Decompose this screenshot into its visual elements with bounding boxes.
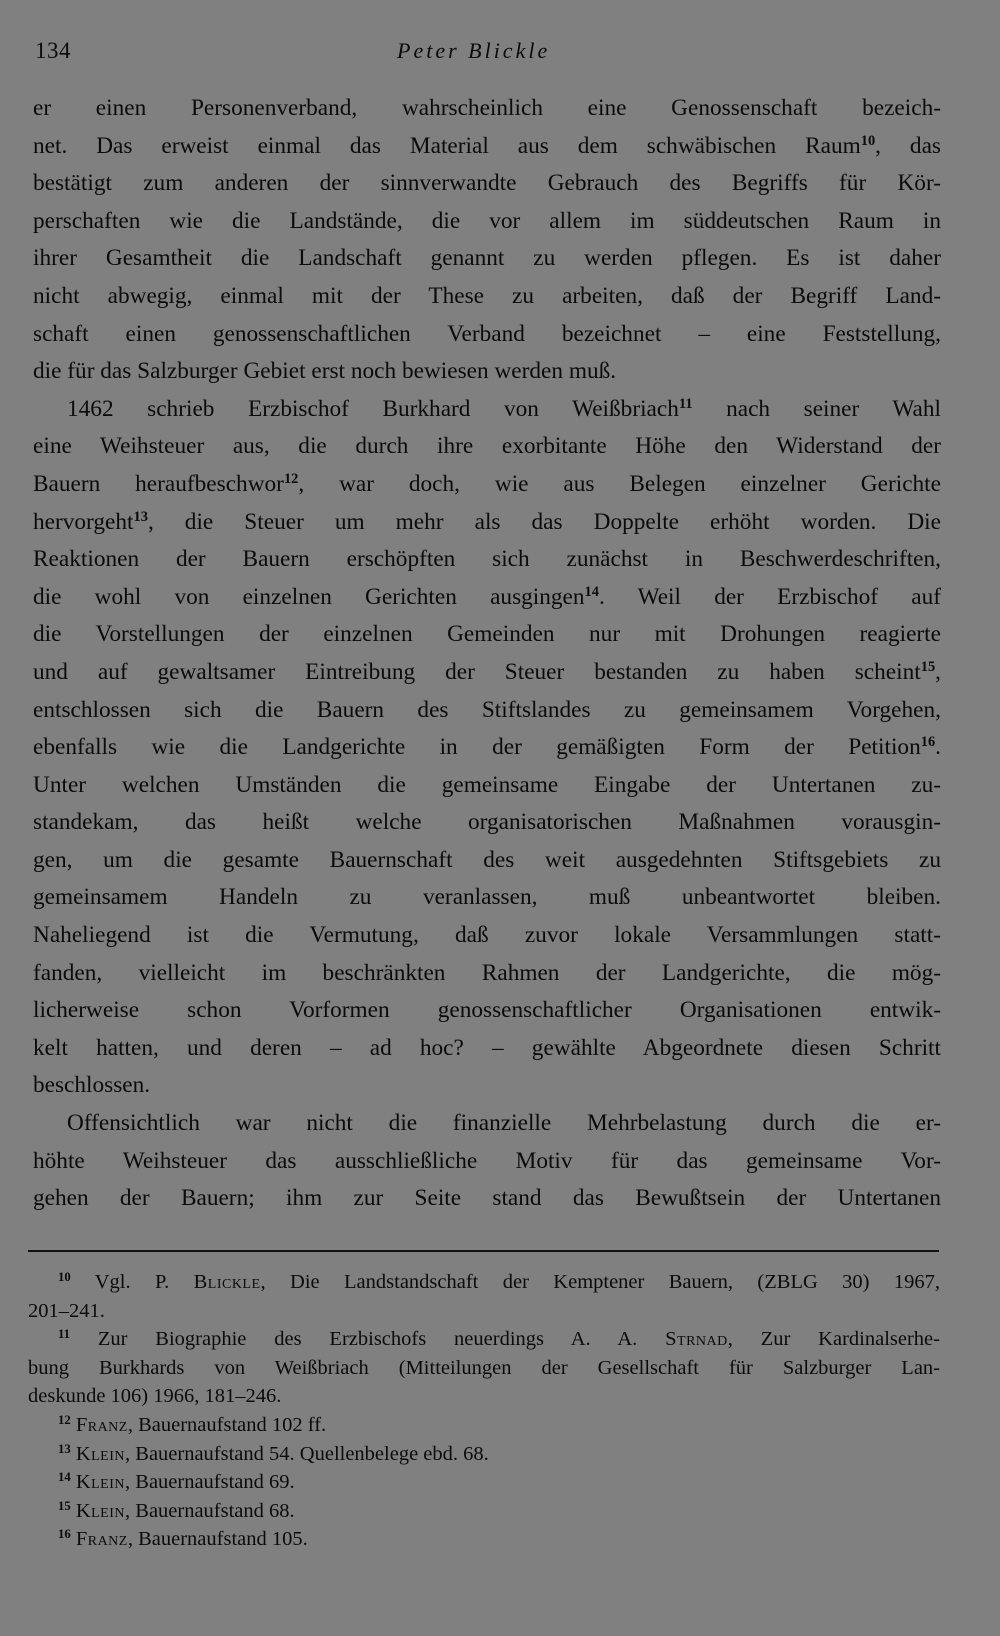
footnote: $^{12}$ Franz, Bauernaufstand 102 ff.	[58, 1412, 327, 1436]
text-line: Offensichtlich war nicht die finanzielle Mehrbelastung durch die er-	[67, 1110, 941, 1137]
footnote: deskunde 106) 1966, 181–246.	[28, 1385, 282, 1408]
footnote: $^{10}$ Vgl. P. Blickle, Die Landstandschaft der Kemptener Bauern, (ZBLG 30) 1967,	[58, 1270, 940, 1293]
text-line: 1462 schrieb Erzbischof Burkhard von Weißbriach$^{11}$ nach seiner Wahl	[67, 395, 941, 422]
text-line: Bauern heraufbeschwor$^{12}$, war doch, wie aus Belegen einzelner Gerichte	[33, 470, 941, 497]
text-line: standekam, das heißt welche organisatorischen Maßnahmen vorausgin-	[33, 809, 941, 836]
footnote-number: 10	[58, 1270, 71, 1285]
text-line: beschlossen.	[33, 1072, 151, 1099]
text-line: hervorgeht$^{13}$, die Steuer um mehr als das Doppelte erhöht worden. Die	[33, 508, 941, 535]
footnote-ref: 13	[133, 508, 148, 525]
text-line: höhte Weihsteuer das ausschließliche Motiv für das gemeinsame Vor-	[33, 1147, 941, 1174]
footnote-number: 13	[58, 1441, 71, 1456]
body-text	[33, 90, 941, 1218]
text-line: er einen Personenverband, wahrscheinlich eine Genossenschaft bezeich-	[33, 95, 941, 121]
footnote: $^{11}$ Zur Biographie des Erzbischofs neuerdings A. A. Strnad, Zur Kardinalserhe-	[58, 1327, 940, 1351]
text-line: nicht abwegig, einmal mit der These zu arbeiten, daß der Begriff Land-	[33, 282, 941, 309]
footnote-ref: 12	[283, 471, 299, 487]
text-line: Reaktionen der Bauern erschöpften sich zunächst in Beschwerdeschriften,	[33, 546, 941, 573]
footnote-number: 11	[58, 1327, 71, 1342]
footnote-divider	[28, 1250, 939, 1252]
running-head-author: Peter Blickle	[397, 38, 551, 63]
footnote-ref: 16	[920, 734, 936, 751]
footnote: $^{13}$ Klein, Bauernaufstand 54. Quellenbelege ebd. 68.	[58, 1441, 489, 1465]
footnote-ref: 10	[860, 132, 876, 149]
text-line: die Vorstellungen der einzelnen Gemeinden nur mit Drohungen reagierte	[33, 621, 941, 648]
footnotes	[28, 1268, 940, 1554]
footnote-ref: 15	[920, 658, 936, 675]
footnote: $^{14}$ Klein, Bauernaufstand 69.	[58, 1470, 295, 1494]
text-line: licherweise schon Vorformen genossenschaftlicher Organisationen entwik-	[33, 997, 941, 1024]
text-line: gen, um die gesamte Bauernschaft des weit ausgedehnten Stiftsgebiets zu	[33, 846, 941, 873]
text-line: bestätigt zum anderen der sinnverwandte Gebrauch des Begriffs für Kör-	[33, 170, 941, 197]
text-line: die wohl von einzelnen Gerichten ausgingen$^{14}$. Weil der Erzbischof auf	[33, 583, 941, 610]
footnote-ref: 11	[678, 395, 693, 412]
text-line: perschaften wie die Landstände, die vor allem im süddeutschen Raum in	[33, 207, 941, 234]
footnote-number: 15	[58, 1498, 71, 1513]
footnote: 201–241.	[28, 1299, 105, 1322]
text-line: und auf gewaltsamer Eintreibung der Steuer bestanden zu haben scheint$^{15}$,	[33, 658, 941, 685]
text-line: die für das Salzburger Gebiet erst noch bewiesen werden muß.	[33, 358, 617, 385]
text-line: eine Weihsteuer aus, die durch ihre exorbitante Höhe den Widerstand der	[33, 433, 941, 460]
page-number: 134	[35, 38, 71, 63]
footnote: $^{15}$ Klein, Bauernaufstand 68.	[58, 1498, 295, 1522]
text-line: net. Das erweist einmal das Material aus dem schwäbischen Raum$^{10}$, das	[33, 132, 941, 159]
text-line: ebenfalls wie die Landgerichte in der gemäßigten Form der Petition$^{16}$.	[33, 734, 941, 761]
footnote: bung Burkhards von Weißbriach (Mitteilungen der Gesellschaft für Salzburger Lan-	[28, 1356, 940, 1379]
text-line: gemeinsamem Handeln zu veranlassen, muß unbeantwortet bleiben.	[33, 884, 941, 911]
footnote: $^{16}$ Franz, Bauernaufstand 105.	[58, 1527, 308, 1551]
page-header	[35, 38, 940, 74]
text-line: kelt hatten, und deren – ad hoc? – gewählte Abgeordnete diesen Schritt	[33, 1034, 941, 1061]
footnote-number: 14	[58, 1470, 71, 1485]
text-line: ihrer Gesamtheit die Landschaft genannt zu werden pflegen. Es ist daher	[33, 245, 941, 272]
text-line: fanden, vielleicht im beschränkten Rahmen der Landgerichte, die mög-	[33, 959, 941, 986]
text-line: Unter welchen Umständen die gemeinsame Eingabe der Untertanen zu-	[33, 771, 941, 798]
footnote-ref: 14	[584, 583, 599, 600]
footnote-number: 12	[58, 1412, 71, 1427]
text-line: entschlossen sich die Bauern des Stiftslandes zu gemeinsamem Vorgehen,	[33, 696, 941, 723]
footnote-number: 16	[58, 1527, 71, 1542]
text-line: gehen der Bauern; ihm zur Seite stand das Bewußtsein der Untertanen	[33, 1185, 941, 1212]
text-line: schaft einen genossenschaftlichen Verband bezeichnet – eine Feststellung,	[33, 320, 941, 347]
text-line: Naheliegend ist die Vermutung, daß zuvor lokale Versammlungen statt-	[33, 922, 941, 949]
